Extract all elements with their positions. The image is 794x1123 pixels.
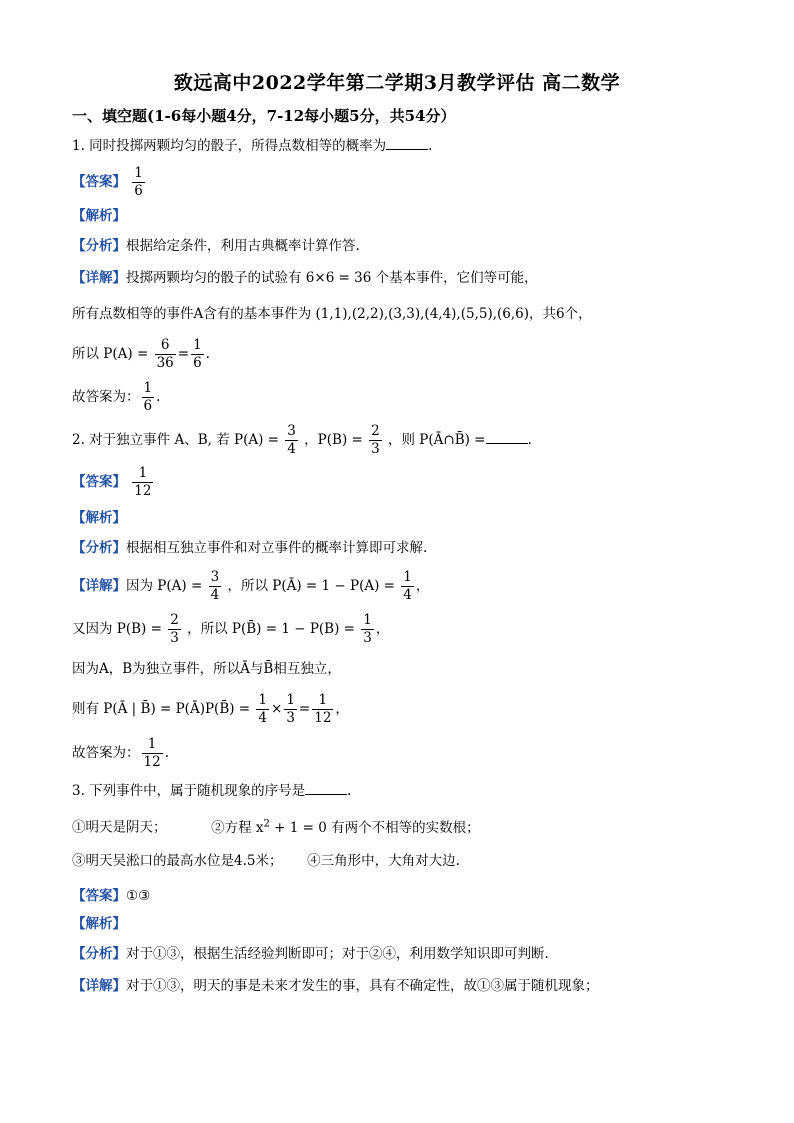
q2-final: 故答案为： $\frac{1}{12}$ .: [72, 736, 169, 770]
option-3: ③明天吴淞口的最高水位是4.5米；: [72, 853, 283, 869]
q3-options-2: [72, 852, 460, 870]
fraction: $\frac{1}{12}$: [314, 692, 332, 726]
fraction: $\frac{1}{3}$: [363, 612, 372, 646]
q2-stem: 2. 对于独立事件 A、B, 若 P(A) = $\frac{3}{4}$ ，P(B) = $\frac{2}{3}$ ，则 P(Ā∩B̄) = .: [72, 423, 532, 457]
fraction: $\frac{1}{4}$: [258, 692, 268, 726]
fraction: $\frac{2}{3}$: [170, 612, 179, 646]
answer-blank: [486, 429, 528, 444]
q2-detail-1: 【详解】因为 P(A) = $\frac{3}{4}$ ，所以 P(Ā) = 1 − P(A) = $\frac{1}{4}$ ，: [72, 569, 430, 603]
q1-stem: 1. 同时投掷两颗均匀的骰子，所得点数相等的概率为 .: [72, 135, 432, 155]
page-title: 致远高中2022学年第二学期3月教学评估 高二数学: [173, 72, 621, 94]
q3-stem: 3. 下列事件中，属于随机现象的序号是 .: [72, 780, 351, 800]
q1-answer: [72, 166, 147, 199]
q1-detail-3: 所以 P(A) = $\frac{6}{36}$ = $\frac{1}{6}$ .: [72, 337, 210, 371]
fraction: $\frac{1}{6}$: [193, 337, 202, 371]
option-1: ①明天是阴天；: [72, 819, 167, 836]
q2-fenxi: 【分析】根据相互独立事件和对立事件的概率计算即可求解.: [72, 540, 428, 556]
q2-detail-2: 又因为 P(B) = $\frac{2}{3}$ ，所以 P(B̄) = 1 − P(B) = $\frac{1}{3}$ ，: [72, 612, 390, 646]
q3-fenxi: 【分析】对于①③，根据生活经验判断即可；对于②④，利用数学知识即可判断.: [72, 946, 549, 962]
q2-analysis-tag: 【解析】: [72, 510, 126, 526]
option-2: ②方程 $x^2 + 1 = 0$ 有两个不相等的实数根；: [211, 818, 480, 836]
answer-blank: [386, 135, 428, 150]
fraction: $\frac{1}{12}$: [134, 465, 152, 499]
q2-detail-3: 因为A，B为独立事件，所以Ā与B̄相互独立，: [72, 661, 341, 677]
q2-answer: 【答案】 $\frac{1}{12}$: [72, 465, 152, 499]
q3-options-1: [72, 815, 480, 837]
answer-blank: [305, 780, 347, 795]
q1-detail-1: 【详解】投掷两颗均匀的骰子的试验有 6×6 = 36 个基本事件，它们等可能，: [72, 270, 538, 286]
q3-analysis-tag: 【解析】: [72, 916, 126, 932]
q1-detail-2: 所有点数相等的事件A含有的基本事件为 (1,1),(2,2),(3,3),(4,4),(5,5),(6,6)，共6个，: [72, 306, 592, 322]
fraction: $\frac{3}{4}$: [287, 423, 296, 457]
fraction: $\frac{2}{3}$: [371, 423, 380, 457]
fraction: $\frac{6}{36}$: [156, 337, 174, 371]
fraction: $\frac{1}{12}$: [143, 736, 161, 770]
fraction: $\frac{1}{3}$: [286, 692, 295, 726]
option-4: ④三角形中，大角对大边.: [307, 853, 460, 869]
fraction: $\frac{1}{4}$: [403, 569, 412, 603]
section-heading: 一、填空题(1-6每小题4分，7-12每小题5分，共54分）: [72, 107, 456, 125]
fraction: $\frac{1}{6}$: [134, 165, 143, 199]
q1-fenxi: 【分析】根据给定条件，利用古典概率计算作答.: [72, 238, 360, 254]
q1-final: 故答案为： $\frac{1}{6}$ .: [72, 380, 161, 414]
answer-tag: 【答案】: [72, 174, 126, 190]
q2-detail-4: 则有 P(Ā | B̄) = P(Ā)P(B̄) = $\frac{1}{4}$ × $\frac{1}{3}$ = $\frac{1}{12}$ ，: [72, 692, 349, 726]
fraction: $\frac{1}{6}$: [143, 380, 153, 414]
fraction: $\frac{3}{4}$: [210, 569, 220, 603]
q3-answer: 【答案】①③: [72, 888, 151, 904]
q1-analysis-tag: 【解析】: [72, 208, 126, 224]
q3-detail: 【详解】对于①③，明天的事是未来才发生的事，具有不确定性，故①③属于随机现象；: [72, 978, 599, 994]
